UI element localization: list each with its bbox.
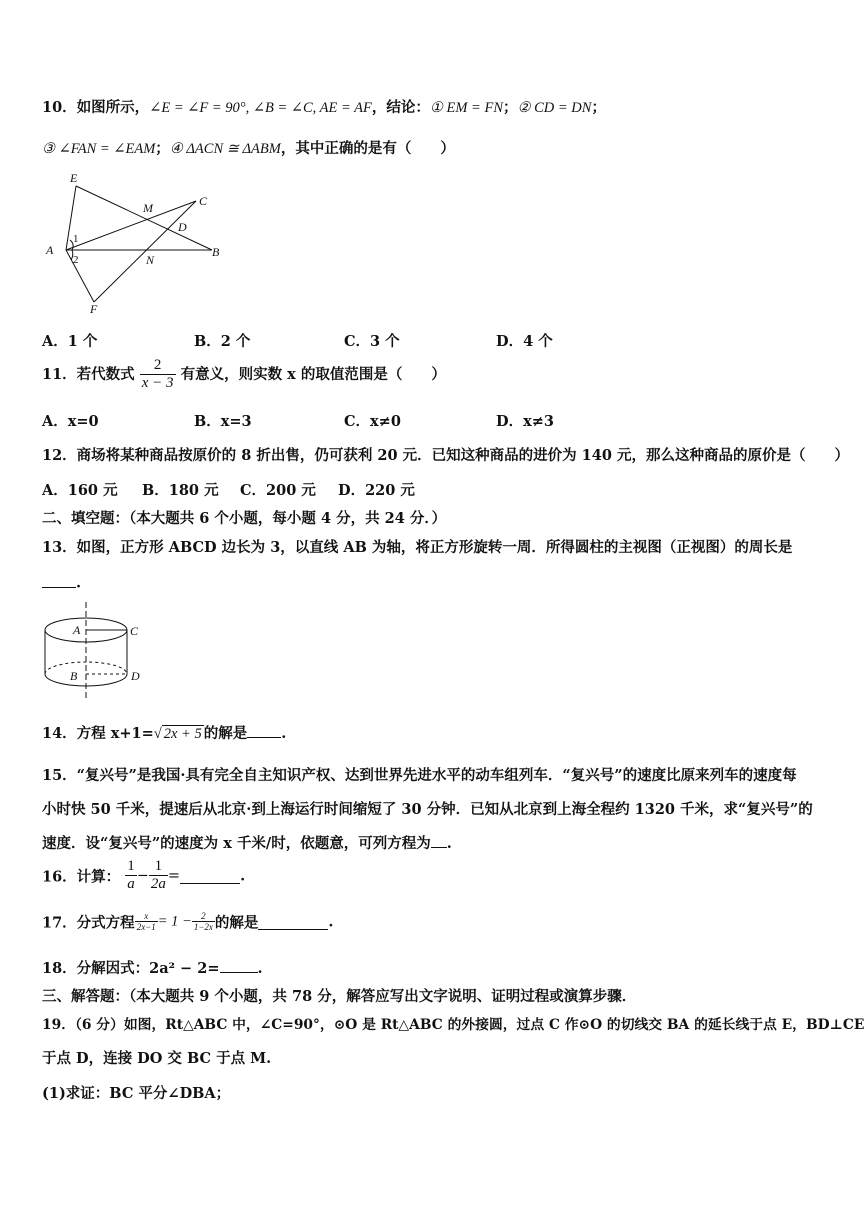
q14-stem [42,722,286,743]
q14-period: . [281,725,287,742]
q16-period: . [240,867,246,885]
q10-option-d[interactable]: D．4 个 [496,333,553,350]
label-D: D [178,220,187,234]
q11-option-c[interactable]: C．x≠0 [344,413,401,430]
q10-option-a[interactable]: A．1 个 [42,333,98,350]
q10-option-c[interactable]: C．3 个 [344,333,400,350]
q19-line1: 19．（6 分）如图，Rt△ABC 中，∠C=90°，⊙O 是 Rt△ABC 的外接圆，过点 C 作⊙O 的切线交 BA 的延长线于点 E，BD⊥CE [42,1017,865,1033]
q14-suffix: 的解是 [203,725,248,742]
q16-equals: = [167,867,181,884]
q17-f1-num: x [135,911,158,922]
q16-stem [42,858,245,894]
q17-period: . [328,913,334,931]
q17-fraction-1 [135,911,158,933]
q13-answer-line [42,572,81,592]
label-C: C [199,194,208,208]
q10-conclusion-label: ，结论： [371,99,430,116]
q17-f1-den: 2x−1 [136,922,156,933]
q10-line1 [42,96,606,117]
q10-conclusion-2: ② CD = DN [517,100,592,116]
section-solution-heading: 三、解答题：（本大题共 9 个小题，共 78 分，解答应写出文字说明、证明过程或演算步骤． [42,988,637,1005]
q13-period: . [76,574,82,592]
label-N: N [146,253,155,267]
q16-prefix: 16．计算： [42,868,121,886]
q17-fraction-2 [192,911,215,933]
q10-line2 [42,137,455,158]
q17-suffix: 的解是 [214,914,259,932]
q10-option-b[interactable]: B．2 个 [194,333,251,350]
q10-conclusion-1: ① EM = FN [429,100,503,116]
q14-prefix: 14．方程 x+1= [42,725,154,742]
q10-sep: ； [503,99,518,116]
q16-fraction-1 [125,858,137,894]
q18-period: . [257,960,263,977]
q11-option-b[interactable]: B．x=3 [194,413,252,430]
label-A: A [46,243,54,257]
q10-given: ∠E = ∠F = 90°, ∠B = ∠C, AE = AF [149,100,372,116]
q11-prefix: 11．若代数式 [42,365,135,383]
q12-stem: 12．商场将某种商品按原价的 8 折出售，仍可获利 20 元．已知这种商品的进价为 140 元，那么这种商品的原价是（ ） [42,447,849,464]
angle-2-label: 2 [73,254,79,266]
q10-number: 10． [42,99,77,116]
label-M: M [143,201,153,215]
q13-stem: 13．如图，正方形 ABCD 边长为 3，以直线 AB 为轴，将正方形旋转一周．所得圆柱的主视图（正视图）的周长是 [42,539,793,556]
q10-conclusion-3: ③ ∠FAN = ∠EAM [42,141,156,157]
q15-answer-blank[interactable] [431,833,447,849]
angle-1-label: 1 [73,233,79,245]
q11-stem [42,357,446,393]
cyl-label-A: A [73,623,81,637]
q16-f1-den: a [127,876,135,893]
q16-f2-num: 1 [149,858,168,876]
q16-f2-den: 2a [150,876,166,893]
q15-line3-text: 速度．设“复兴号”的速度为 x 千米/时，依题意，可列方程为 [42,835,431,852]
q15-period: . [446,835,452,852]
q18-stem [42,957,263,978]
q16-answer-blank[interactable] [180,868,240,884]
q14-sqrt: √ 2x + 5 [153,726,202,742]
q10-sep: ； [155,140,170,157]
cyl-label-D: D [131,669,140,683]
q13-cylinder-figure [40,600,160,700]
q17-middle: = 1 − [157,913,192,930]
q10-sep: ； [591,99,606,116]
section-fill-in-heading: 二、填空题：（本大题共 6 个小题，每小题 4 分，共 24 分．） [42,510,447,527]
cyl-label-B: B [70,669,78,683]
q16-fraction-2 [149,858,168,894]
q19-line2: 于点 D，连接 DO 交 BC 于点 M. [42,1050,272,1067]
q19-part1: (1)求证：BC 平分∠DBA； [42,1085,231,1102]
q12-option-c[interactable]: C．200 元 [240,482,316,499]
q18-text: 18．分解因式：2a² − 2= [42,960,220,977]
q10-tail: ，其中正确的是有（ ） [280,140,455,157]
label-F: F [90,302,98,316]
q14-radicand: 2x + 5 [163,726,202,742]
label-E: E [70,171,78,185]
q17-f2-num: 2 [192,911,215,922]
q10-figure [40,168,240,318]
q17-prefix: 17．分式方程 [42,914,135,932]
q10-intro: 如图所示， [76,99,150,116]
q16-f1-num: 1 [125,858,137,876]
q10-conclusion-4: ④ ΔACN ≅ ΔABM [169,141,281,157]
q12-option-b[interactable]: B．180 元 [142,482,219,499]
q12-option-a[interactable]: A．160 元 [42,482,118,499]
q16-minus: − [136,867,149,884]
q14-answer-blank[interactable] [247,723,281,739]
q11-option-a[interactable]: A．x=0 [42,413,99,430]
q11-frac-den: x − 3 [141,375,174,392]
cyl-label-C: C [130,624,139,638]
q18-answer-blank[interactable] [220,958,258,974]
q11-fraction [140,357,176,393]
q15-line3 [42,832,452,853]
q17-f2-den: 1−2x [193,922,213,933]
q11-option-d[interactable]: D．x≠3 [496,413,554,430]
q17-answer-blank[interactable] [258,914,328,930]
q11-suffix: 有意义，则实数 x 的取值范围是（ ） [180,365,446,383]
q11-frac-num: 2 [140,357,176,375]
q17-stem [42,911,333,933]
label-B: B [212,245,220,259]
q12-option-d[interactable]: D．220 元 [338,482,415,499]
q13-answer-blank[interactable] [42,572,76,588]
q15-line2: 小时快 50 千米，提速后从北京·到上海运行时间缩短了 30 分钟．已知从北京到上海全程约 1320 千米，求“复兴号”的 [42,801,813,818]
q15-line1: 15．“复兴号”是我国·具有完全自主知识产权、达到世界先进水平的动车组列车．“复兴号”的速度比原来列车的速度每 [42,767,797,784]
